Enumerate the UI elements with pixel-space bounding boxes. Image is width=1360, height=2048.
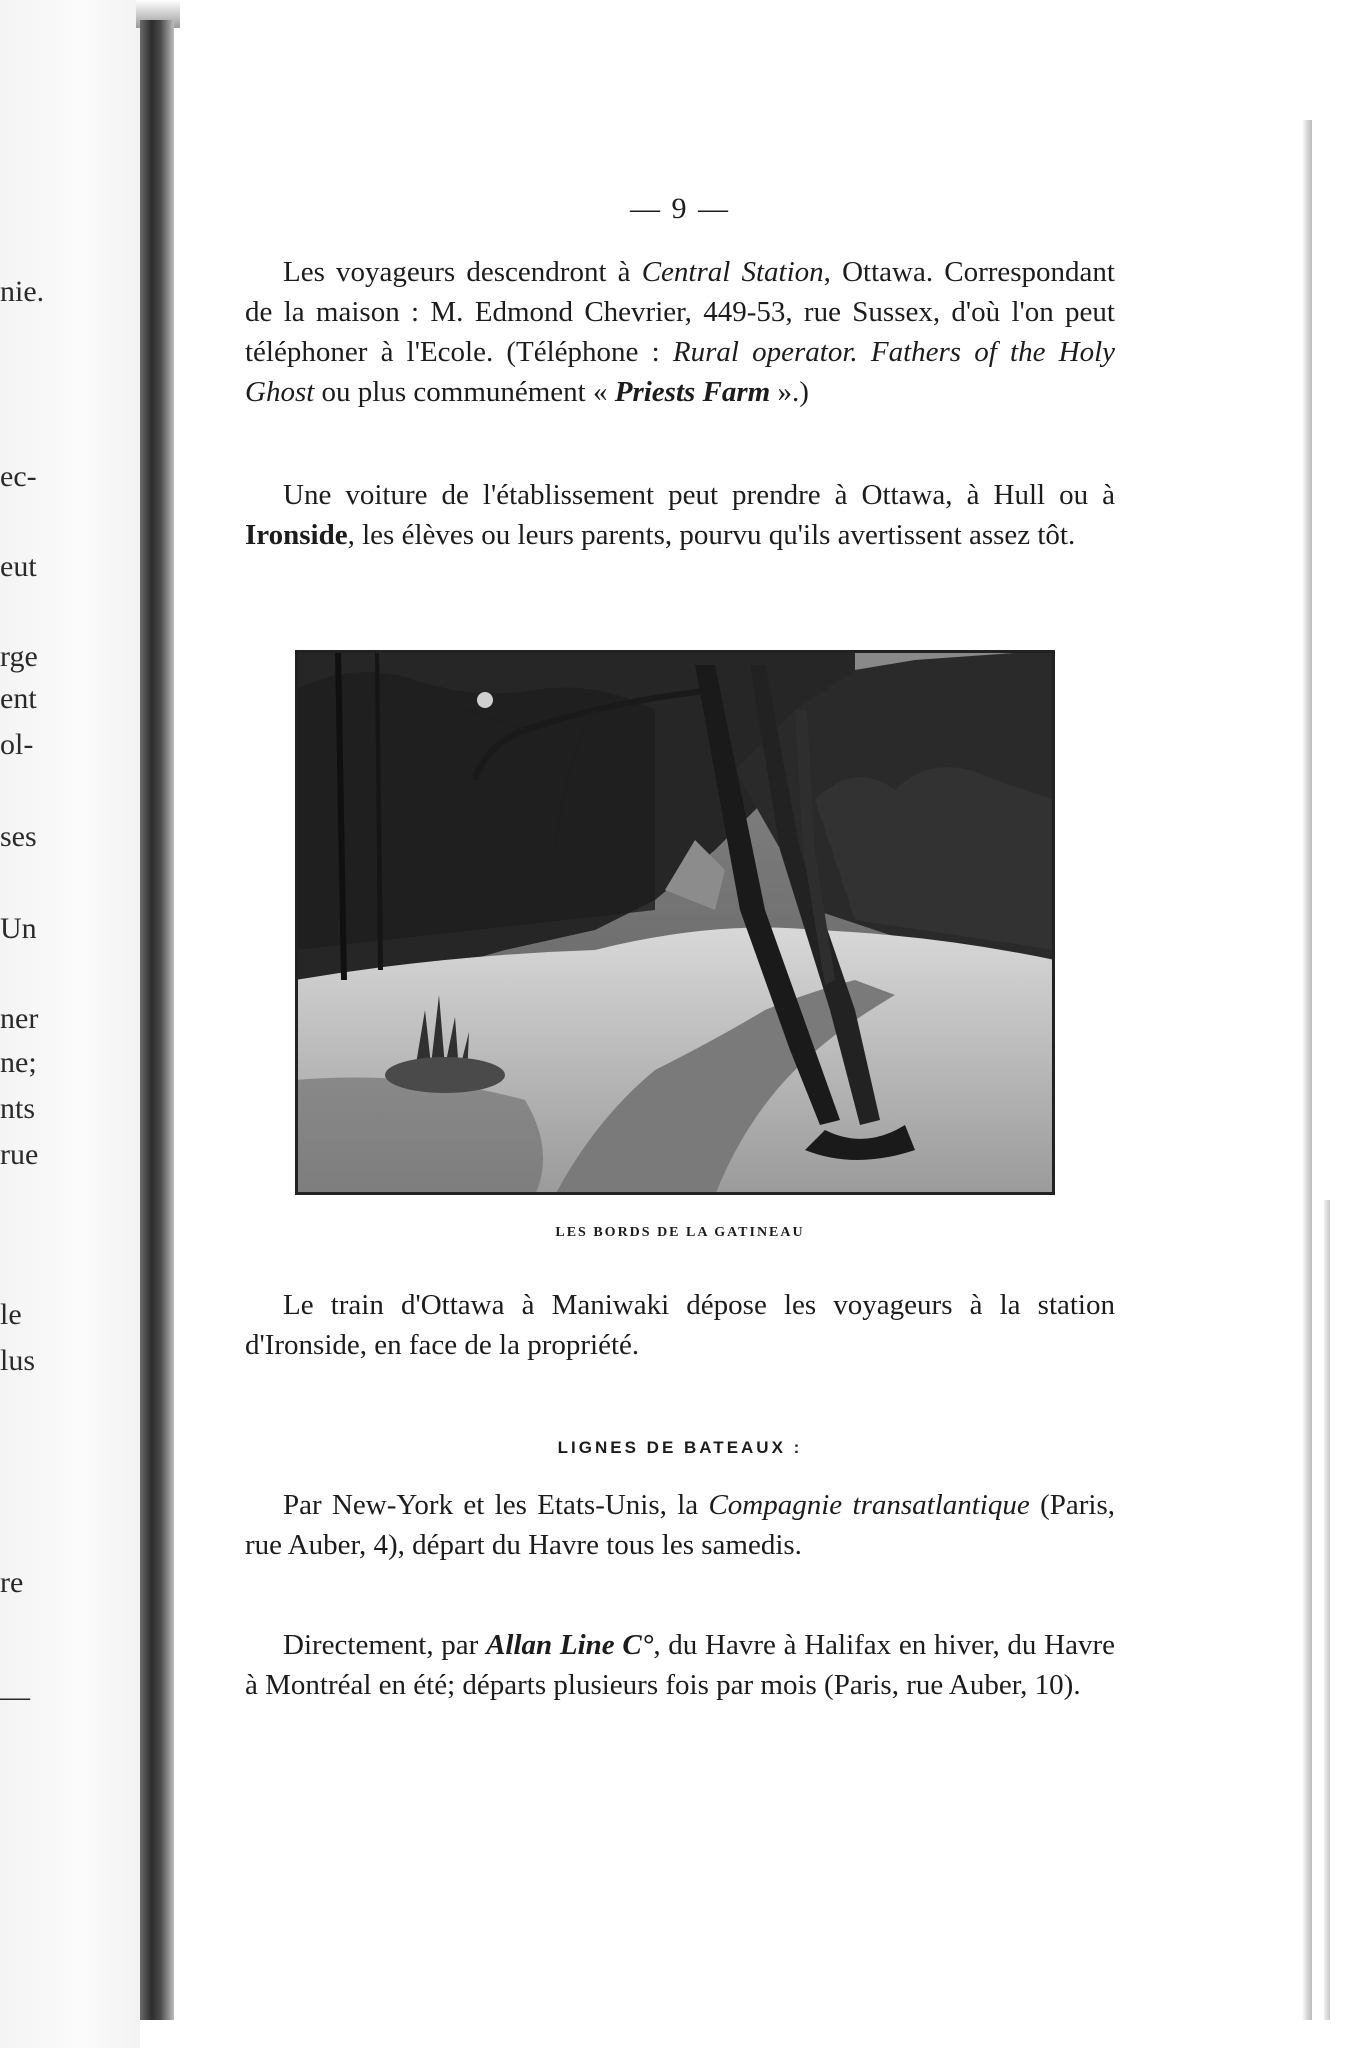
facing-page-fragment: Un [0, 912, 37, 945]
facing-page-fragment: ol- [0, 728, 34, 761]
text-run: (Paris, rue Auber, 4), départ du Havre tous les samedis. [245, 1489, 1115, 1561]
book-gutter-shadow [140, 20, 174, 2020]
facing-page-fragment: ec- [0, 460, 37, 493]
italic-central-station: Central Station [641, 256, 824, 288]
page-edge-shadow [1302, 120, 1312, 2020]
bold-ironside: Ironside [245, 519, 348, 551]
facing-page-fragment: ses [0, 820, 37, 853]
photograph-illustration [295, 650, 1055, 1195]
section-heading-boat-lines: LIGNES DE BATEAUX : [557, 1438, 803, 1457]
facing-page-fragment: ner [0, 1002, 39, 1035]
facing-page-fragment: rge [0, 640, 38, 673]
page-edge-shadow-secondary [1324, 1200, 1330, 2020]
paragraph-transatlantique [245, 1485, 1115, 1565]
facing-page-fragment: le [0, 1298, 22, 1331]
text-run: Les voyageurs descendront à [283, 256, 642, 288]
facing-page-fragment: ne; [0, 1046, 37, 1079]
paragraph-allan-line [245, 1625, 1115, 1705]
paragraph-arrival [245, 252, 1115, 412]
photo-caption: LES BORDS DE LA GATINEAU [555, 1225, 805, 1240]
text-run: Directement, par [283, 1629, 487, 1661]
paragraph-carriage [245, 475, 1115, 555]
facing-page-edge [0, 0, 140, 2048]
italic-rural-operator: Rural operator. Fathers of the Holy Ghost [245, 336, 1116, 408]
facing-page-fragment: nie. [0, 275, 45, 308]
text-run: , du Havre à Halifax en hiver, du Havre à Montréal en été; départs plusieurs fois par mois (Paris, rue Auber, 10). [245, 1629, 1116, 1701]
paragraph-train: Le train d'Ottawa à Maniwaki dépose les voyageurs à la station d'Ironside, en face de la propriété. [245, 1289, 1115, 1361]
page-number: — 9 — [630, 192, 730, 225]
photograph-gatineau-riverbank [295, 650, 1055, 1195]
facing-page-fragment: rue [0, 1138, 39, 1171]
bold-italic-priests-farm: Priests Farm [614, 376, 771, 408]
text-run: , les élèves ou leurs parents, pourvu qu'ils avertissent assez tôt. [347, 519, 1076, 551]
facing-page-fragment: — [0, 1680, 30, 1713]
facing-page-fragment: lus [0, 1344, 36, 1377]
text-run: Par New-York et les Etats-Unis, la [283, 1489, 709, 1521]
facing-page-fragment: re [0, 1566, 24, 1599]
text-run: ».) [770, 376, 809, 408]
facing-page-fragment: eut [0, 550, 37, 583]
bold-italic-allan-line: Allan Line C° [486, 1629, 654, 1661]
italic-company-transatlantique: Compagnie transatlantique [708, 1489, 1030, 1521]
text-run: Une voiture de l'établissement peut prendre à Ottawa, à Hull ou à [283, 479, 1115, 511]
facing-page-fragment: nts [0, 1092, 36, 1125]
facing-page-fragment: ent [0, 682, 37, 715]
text-run: ou plus communément « [314, 376, 615, 408]
text-run: , Ottawa. Correspondant de la maison : M. Edmond Chevrier, 449-53, rue Sussex, d'où l'on peut téléphoner à l'Ecole. (Téléphone : [245, 256, 1115, 368]
